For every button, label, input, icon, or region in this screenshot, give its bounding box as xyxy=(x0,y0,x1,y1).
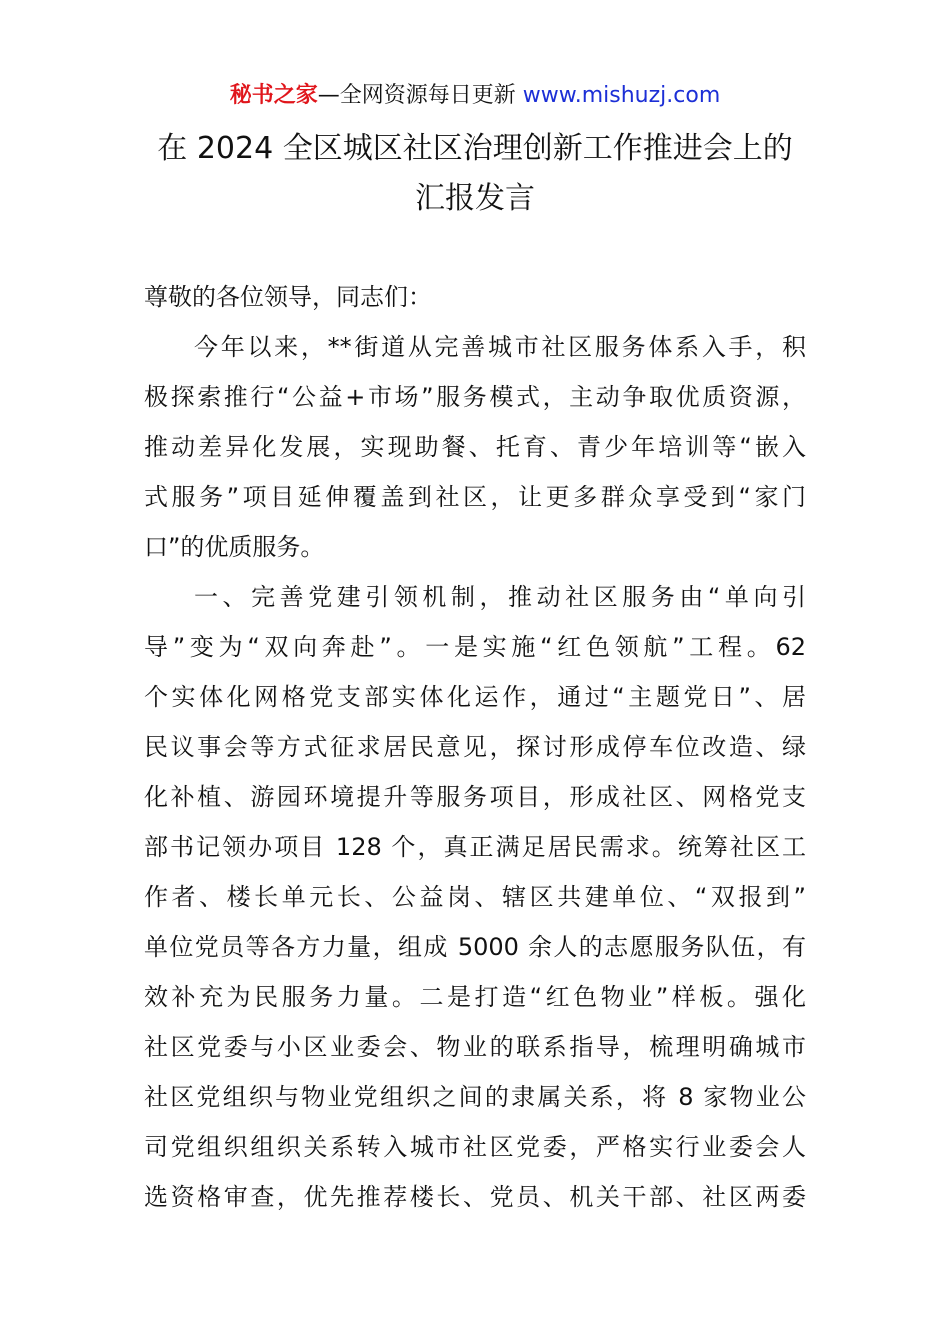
body-line: 民议事会等方式征求居民意见，探讨形成停车位改造、绿 xyxy=(144,733,806,761)
body-line: 单位党员等各方力量，组成 5000 余人的志愿服务队伍，有 xyxy=(144,933,806,961)
title-line-1: 在 2024 全区城区社区治理创新工作推进会上的 xyxy=(157,131,793,166)
body-line: 式服务”项目延伸覆盖到社区，让更多群众享受到“家门 xyxy=(144,483,806,511)
body-line: 化补植、游园环境提升等服务项目，形成社区、网格党支 xyxy=(144,783,806,811)
site-header xyxy=(0,80,950,112)
body-line: 司党组织组织关系转入城市社区党委，严格实行业委会人 xyxy=(144,1133,806,1161)
body-line: 社区党委与小区业委会、物业的联系指导，梳理明确城市 xyxy=(144,1033,806,1061)
body-line: 部书记领办项目 128 个，真正满足居民需求。统筹社区工 xyxy=(144,833,806,861)
site-url-link[interactable]: www.mishuzj.com xyxy=(522,83,721,108)
salutation: 尊敬的各位领导，同志们： xyxy=(144,283,432,311)
body-line: 选资格审查，优先推荐楼长、党员、机关干部、社区两委 xyxy=(144,1183,806,1211)
body-line: 作者、楼长单元长、公益岗、辖区共建单位、“双报到” xyxy=(144,883,806,911)
body-line: 极探索推行“公益+市场”服务模式，主动争取优质资源， xyxy=(144,383,806,411)
body-line: 口”的优质服务。 xyxy=(144,533,325,561)
body-line: 推动差异化发展，实现助餐、托育、青少年培训等“嵌入 xyxy=(144,433,806,461)
body-line: 一、完善党建引领机制，推动社区服务由“单向引 xyxy=(194,583,806,611)
body-line: 社区党组织与物业党组织之间的隶属关系，将 8 家物业公 xyxy=(144,1083,806,1111)
site-name: 秘书之家 xyxy=(229,83,318,108)
body-line: 导”变为“双向奔赴”。一是实施“红色领航”工程。62 xyxy=(144,633,806,661)
site-tagline: —全网资源每日更新 xyxy=(317,83,523,108)
body-line: 个实体化网格党支部实体化运作，通过“主题党日”、居 xyxy=(144,683,806,711)
body-line: 今年以来，**街道从完善城市社区服务体系入手，积 xyxy=(194,333,806,361)
document-body xyxy=(144,272,806,1222)
document-title xyxy=(100,124,850,224)
title-line-2: 汇报发言 xyxy=(415,181,535,216)
body-line: 效补充为民服务力量。二是打造“红色物业”样板。强化 xyxy=(144,983,806,1011)
